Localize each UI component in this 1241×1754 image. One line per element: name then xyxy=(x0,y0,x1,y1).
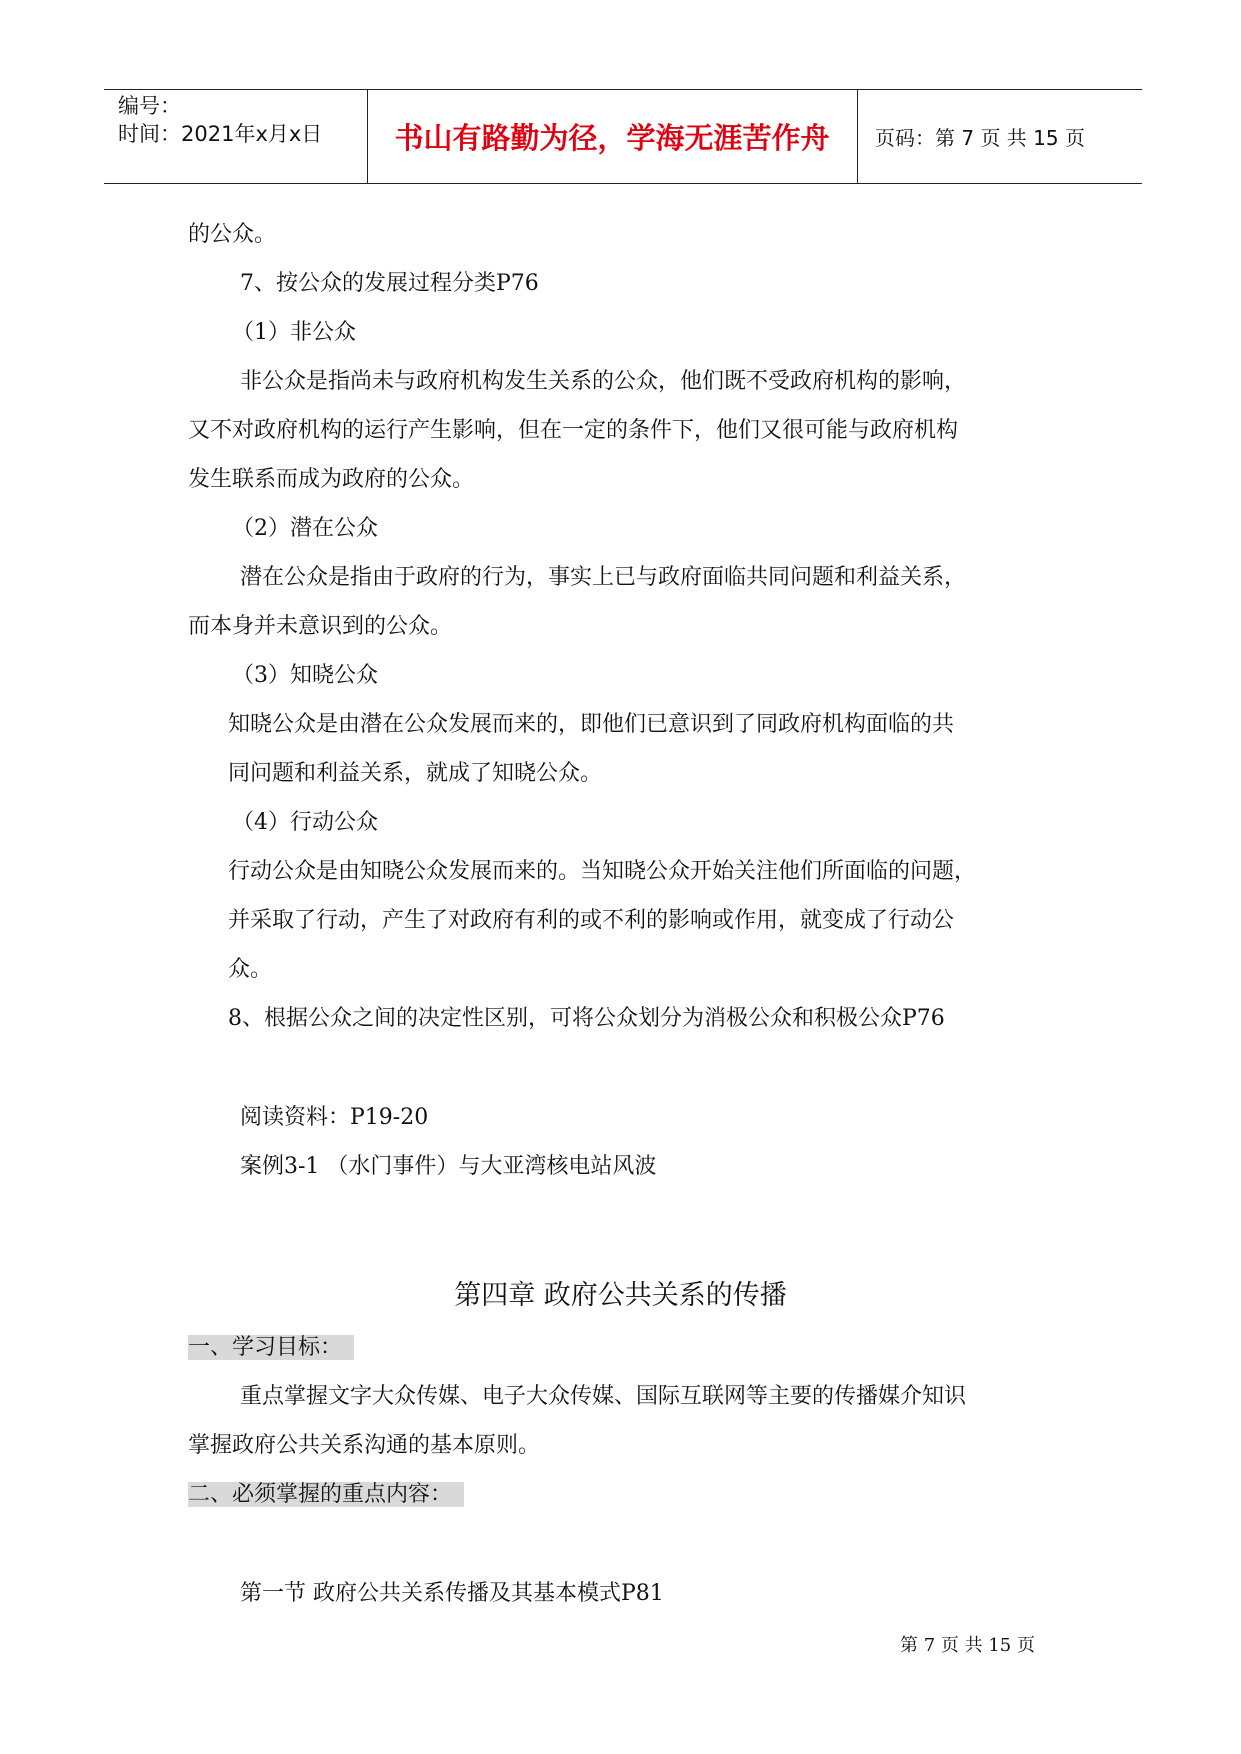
body-line: 潜在公众是指由于政府的行为，事实上已与政府面临共同问题和利益关系， xyxy=(240,565,967,590)
section-heading-text: 一、学习目标： xyxy=(188,1335,354,1360)
case-reference: 案例3-1 （水门事件）与大亚湾核电站风波 xyxy=(240,1154,657,1179)
body-line: 而本身并未意识到的公众。 xyxy=(188,614,453,639)
header-page-label: 页码：第 7 页 共 15 页 xyxy=(875,126,1085,150)
body-line: 并采取了行动，产生了对政府有利的或不利的影响或作用，就变成了行动公 xyxy=(228,908,955,933)
body-line: 8、根据公众之间的决定性区别，可将公众划分为消极公众和积极公众P76 xyxy=(228,1006,945,1031)
body-line: 知晓公众是由潜在公众发展而来的，即他们已意识到了同政府机构面临的共 xyxy=(228,712,955,737)
body-line: 众。 xyxy=(228,957,273,982)
body-line: 非公众是指尚未与政府机构发生关系的公众，他们既不受政府机构的影响， xyxy=(240,369,967,394)
section-heading-text: 二、必须掌握的重点内容： xyxy=(188,1482,464,1507)
header-motto: 书山有路勤为径，学海无涯苦作舟 xyxy=(394,121,830,155)
page-footer: 第 7 页 共 15 页 xyxy=(900,1635,1035,1656)
body-line: 发生联系而成为政府的公众。 xyxy=(188,467,475,492)
header-number-label: 编号： xyxy=(118,94,181,118)
body-line: 同问题和利益关系，就成了知晓公众。 xyxy=(228,761,603,786)
body-line: 又不对政府机构的运行产生影响，但在一定的条件下，他们又很可能与政府机构 xyxy=(188,418,959,443)
header-divider xyxy=(857,90,858,183)
header-time-label: 时间：2021年x月x日 xyxy=(118,122,323,146)
body-line: 的公众。 xyxy=(188,222,277,247)
body-line: 7、按公众的发展过程分类P76 xyxy=(240,271,539,296)
goal-line: 重点掌握文字大众传媒、电子大众传媒、国际互联网等主要的传播媒介知识 xyxy=(240,1384,967,1409)
goal-line: 掌握政府公共关系沟通的基本原则。 xyxy=(188,1433,541,1458)
body-line: 行动公众是由知晓公众发展而来的。当知晓公众开始关注他们所面临的问题， xyxy=(228,859,977,884)
body-line: （1）非公众 xyxy=(232,320,356,345)
section-heading xyxy=(188,1333,354,1363)
body-line: （2）潜在公众 xyxy=(232,516,378,541)
body-line: （4）行动公众 xyxy=(232,810,378,835)
body-line: （3）知晓公众 xyxy=(232,663,378,688)
section-heading xyxy=(188,1480,464,1510)
header-meta xyxy=(118,92,322,148)
document-header xyxy=(104,89,1142,184)
chapter-title: 第四章 政府公共关系的传播 xyxy=(454,1280,787,1311)
subsection-title: 第一节 政府公共关系传播及其基本模式P81 xyxy=(240,1581,664,1606)
reading-material: 阅读资料：P19-20 xyxy=(240,1105,429,1130)
